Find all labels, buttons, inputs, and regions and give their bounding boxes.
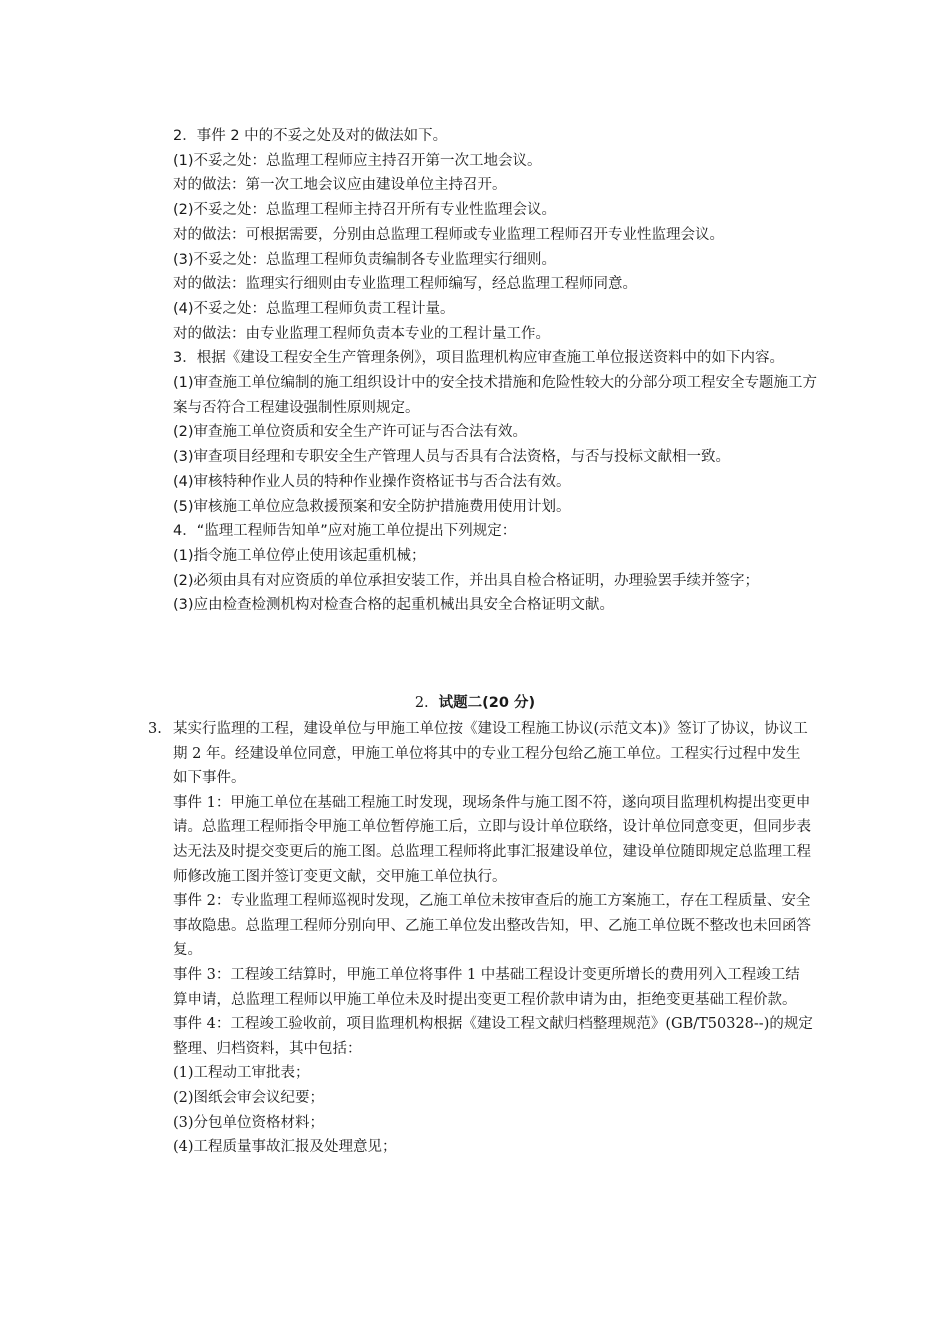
answer-paragraph: (3)审查项目经理和专职安全生产管理人员与否具有合法资格，与否与投标文献相一致。 — [173, 449, 731, 466]
heading-title: 试题二(20 分) — [438, 695, 536, 711]
answer-paragraph: (3)应由检查检测机构对检查合格的起重机械出具安全合格证明文献。 — [173, 597, 615, 614]
answer-paragraph: 对的做法：可根据需要，分别由总监理工程师或专业监理工程师召开专业性监理会议。 — [173, 226, 724, 243]
answer-paragraph: 对的做法：由专业监理工程师负责本专业的工程计量工作。 — [173, 325, 550, 342]
section-heading — [0, 691, 950, 715]
heading-number: 2. — [414, 695, 429, 711]
event-3-paragraph: 事件 3：工程竣工结算时，甲施工单位将事件 1 中基础工程设计变更所增长的费用列入工程竣工结算申请，总监理工程师以甲施工单位未及时提出变更工程价款申请为由，拒绝变更基础工程价款。 — [173, 966, 800, 1008]
answer-item-2-title: 2．事件 2 中的不妥之处及对的做法如下。 — [173, 128, 448, 144]
list-item: (2)图纸会审会议纪要； — [173, 1089, 325, 1106]
list-item: (1)工程动工审批表； — [173, 1065, 310, 1082]
answer-item-4-title: 4．“监理工程师告知单”应对施工单位提出下列规定： — [173, 523, 517, 540]
event-2-paragraph: 事件 2：专业监理工程师巡视时发现，乙施工单位未按审查后的施工方案施工，存在工程质量、安全事故隐患。总监理工程师分别向甲、乙施工单位发出整改告知，甲、乙施工单位既不整改也未回函答复。 — [173, 893, 811, 959]
answer-paragraph: (1)审查施工单位编制的施工组织设计中的安全技术措施和危险性较大的分部分项工程安全专题施工方案与否符合工程建设强制性原则规定。 — [173, 375, 818, 416]
answer-paragraph: (3)不妥之处：总监理工程师负责编制各专业监理实行细则。 — [173, 251, 557, 268]
event-1-paragraph: 事件 1：甲施工单位在基础工程施工时发现，现场条件与施工图不符，遂向项目监理机构提出变更申请。总监理工程师指令甲施工单位暂停施工后，立即与设计单位联络，设计单位同意变更，但同步表达无法及时提交变更后的施工图。总监理工程师将此事汇报建设单位，建设单位随即规定总监理工程师修改施工图并签订变更文献，交甲施工单位执行。 — [173, 794, 811, 885]
answer-paragraph: (5)审核施工单位应急救援预案和安全防护措施费用使用计划。 — [173, 498, 571, 515]
answer-item-3-title: 3．根据《建设工程安全生产管理条例》，项目监理机构应审查施工单位报送资料中的如下内容。 — [173, 350, 784, 367]
answer-paragraph: (1)指令施工单位停止使用该起重机械； — [173, 547, 426, 564]
answer-paragraph: (2)不妥之处：总监理工程师主持召开所有专业性监理会议。 — [173, 202, 557, 219]
event-4-paragraph: 事件 4：工程竣工验收前，项目监理机构根据《建设工程文献归档整理规范》(GB/T50328--)的规定整理、归档资料，其中包括： — [173, 1016, 813, 1057]
question-section — [173, 717, 813, 1160]
answer-paragraph: 对的做法：第一次工地会议应由建设单位主持召开。 — [173, 177, 507, 194]
answer-paragraph: (1)不妥之处：总监理工程师应主持召开第一次工地会议。 — [173, 152, 542, 169]
answer-paragraph: (2)审查施工单位资质和安全生产许可证与否合法有效。 — [173, 424, 528, 441]
question-intro: 某实行监理的工程，建设单位与甲施工单位按《建设工程施工协议(示范文本)》签订了协议，协议工期 2 年。经建设单位同意，甲施工单位将其中的专业工程分包给乙施工单位。工程实行过程中发生如下事件。 — [173, 721, 808, 787]
list-item: (3)分包单位资格材料； — [173, 1114, 325, 1131]
answer-paragraph: (2)必须由具有对应资质的单位承担安装工作，并出具自检合格证明，办理验罢手续并签字； — [173, 572, 760, 589]
list-number: 3. — [148, 721, 162, 737]
answer-section — [173, 124, 823, 618]
answer-paragraph: 对的做法：监理实行细则由专业监理工程师编写，经总监理工程师同意。 — [173, 276, 637, 293]
answer-paragraph: (4)不妥之处：总监理工程师负责工程计量。 — [173, 300, 455, 317]
list-item: (4)工程质量事故汇报及处理意见； — [173, 1139, 397, 1156]
answer-paragraph: (4)审核特种作业人员的特种作业操作资格证书与否合法有效。 — [173, 473, 571, 490]
